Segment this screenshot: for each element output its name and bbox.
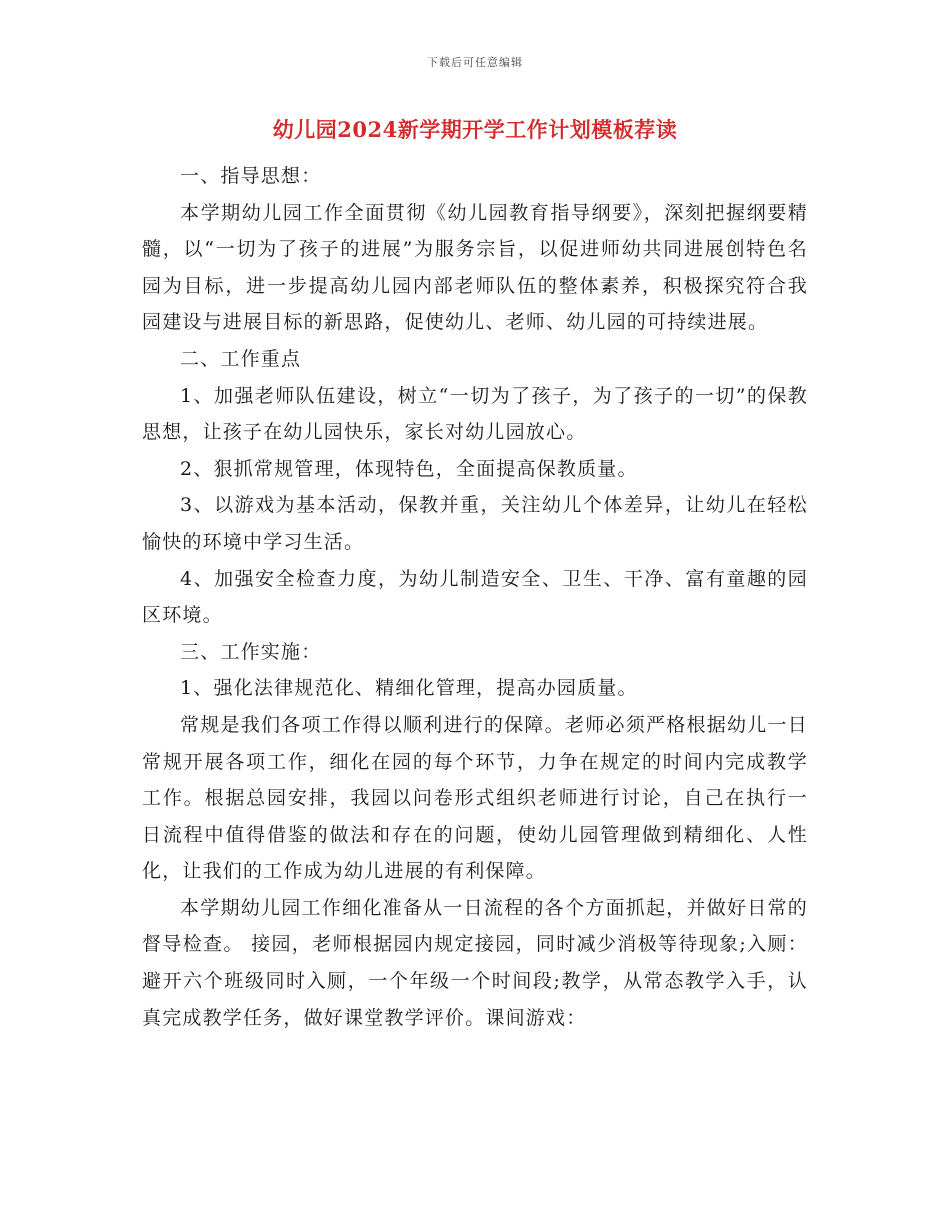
- paragraph: 常规是我们各项工作得以顺利进行的保障。老师必须严格根据幼儿一日常规开展各项工作，细化在园的每个环节，力争在规定的时间内完成教学工作。根据总园安排，我园以问卷形式组织老师进行讨论，自己在执行一日流程中值得借鉴的做法和存在的问题，使幼儿园管理做到精细化、人性化，让我们的工作成为幼儿进展的有利保障。: [142, 713, 808, 883]
- list-item: 1、强化法律规范化、精细化管理，提高办园质量。: [180, 677, 638, 700]
- header-note: 下载后可任意编辑: [427, 56, 523, 69]
- section-heading-work-focus: 二、工作重点: [180, 347, 302, 370]
- section-heading-guiding-ideology: 一、指导思想：: [180, 165, 322, 187]
- list-item: 3、以游戏为基本活动，保教并重，关注幼儿个体差异，让幼儿在轻松愉快的环境中学习生活。: [142, 494, 808, 553]
- section-heading-work-implementation: 三、工作实施：: [180, 640, 322, 663]
- list-item: 4、加强安全检查力度，为幼儿制造安全、卫生、干净、富有童趣的园区环境。: [142, 567, 808, 627]
- list-item: 2、狠抓常规管理，体现特色，全面提高保教质量。: [180, 457, 638, 480]
- document-body: [142, 158, 808, 1036]
- paragraph: 本学期幼儿园工作细化准备从一日流程的各个方面抓起，并做好日常的督导检查。 接园，老师根据园内规定接园，同时减少消极等待现象;入厕：避开六个班级同时入厕，一个年级一个时间段;教学，从常态教学入手，认真完成教学任务，做好课堂教学评价。课间游戏：: [142, 896, 808, 1029]
- paragraph: 本学期幼儿园工作全面贯彻《幼儿园教育指导纲要》，深刻把握纲要精髓，以“一切为了孩子的进展”为服务宗旨，以促进师幼共同进展创特色名园为目标，进一步提高幼儿园内部老师队伍的整体素养，积极探究符合我园建设与进展目标的新思路，促使幼儿、老师、幼儿园的可持续进展。: [142, 201, 808, 334]
- document-title: 幼儿园2024新学期开学工作计划模板荐读: [272, 117, 678, 142]
- list-item: 1、加强老师队伍建设，树立“一切为了孩子，为了孩子的一切”的保教思想，让孩子在幼儿园快乐，家长对幼儿园放心。: [142, 384, 808, 444]
